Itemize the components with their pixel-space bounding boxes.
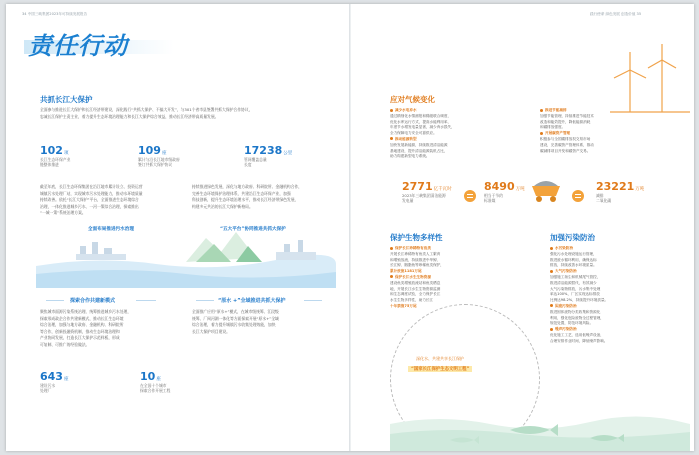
para-line: 利用，强化危险废物全过程管理， (550, 315, 604, 320)
para-line: 规范处置，防范环境风险。 (550, 321, 594, 326)
para-line: 年度节水增发电量显著，减少弃水损失， (390, 125, 455, 130)
bullet-icon (390, 137, 393, 140)
bullet-icon (540, 109, 543, 112)
bullet-icon (390, 247, 393, 250)
para-line: 排放，持续改善水环境质量。 (550, 263, 597, 268)
subsection-text-raw-water (192, 309, 332, 335)
stat-label: 相当于节约 (484, 193, 503, 198)
wind-turbine-icon (610, 44, 690, 114)
divider (304, 300, 322, 301)
section-title-biodiversity: 保护生物多样性 (390, 233, 443, 242)
page-title: 责任行动 (28, 32, 128, 60)
para-line: 持续推进绿色发展，深化与地方政府、科研院所、金融机构合作， (192, 184, 303, 189)
bullet-icon (550, 270, 553, 273)
intro-line: 忠诚长江保护主责主业，着力提升生态环境治理能力和长江大保护综合效益，推动长江经济带高质量发展。 (40, 113, 219, 119)
river-landscape-illustration (36, 218, 336, 288)
stat-label: 2023年三峡集团清洁能源 (402, 193, 446, 198)
bullet-icon (550, 247, 553, 250)
stat-label: 探索合作开展工程 (140, 388, 171, 393)
para-line: 强化污水处理设施运行管理， (550, 251, 597, 256)
stat-clean-energy-generation (402, 180, 452, 203)
divider (46, 300, 64, 301)
para-line: 推进废水循环利用，确保达标 (550, 257, 597, 262)
bullet-icon (540, 132, 543, 135)
subsection-title-cooperation: 探索合作共建新模式 (70, 298, 116, 304)
para-line: 推进固体废物分类收集和资源化 (550, 309, 601, 314)
para-line: 率达100%，厂区实现达标排放 (550, 292, 600, 297)
stat-label: 签订共抓大保护协议 (138, 162, 173, 167)
stat-value: 109 (138, 144, 161, 157)
report-spread (6, 4, 694, 451)
banner-five-platforms: “五大平台”协同推进共抓大保护 (220, 227, 286, 232)
stat-value: 17238 (244, 144, 283, 157)
bio-note-line: 深化水、共建共享长江保护 (416, 356, 464, 361)
bio-item: 保护长江水生生物资源 (390, 275, 540, 281)
right-page (350, 4, 694, 451)
fish-water-illustration (390, 394, 690, 451)
para-line: 长江鲟、胭脂鱼等珍稀鱼类保护， (390, 263, 444, 268)
climate-item: 推进节能减排 (540, 108, 670, 114)
para-line: 加快发展新能源，持续推进清洁能源 (390, 142, 448, 147)
bio-note-highlight: “国家长江保护生态文明工程” (408, 366, 472, 372)
stat-label: 二氧化碳 (596, 198, 612, 203)
stat-unit: 万吨 (515, 187, 525, 192)
para-line: 完善生态环境保护治理体系，共建沿江生态环保产业，加强 (192, 190, 291, 196)
stat-unit: 座 (161, 151, 167, 156)
stat-unit: 万吨 (635, 187, 645, 192)
river-paragraph-left (40, 184, 178, 217)
para-line: 加强节能管理，持续推进节能技术 (540, 113, 594, 118)
para-line: 合理安排作业时间，降低噪声影响。 (550, 338, 608, 343)
para-line: 建设，完善碳资产管理体系，推动 (540, 142, 594, 147)
stat-value: 643 (40, 370, 63, 383)
para-line: 比例达98.2%，持续提升环境质量。 (550, 298, 609, 303)
stat-label: 在全国十个城市 (140, 383, 167, 388)
para-line: 综合治理，加强与地方政府、金融机构、科研院所 (40, 322, 124, 328)
para-line: 大气污染物排放，污水集中处理 (550, 286, 601, 291)
climate-item: 减少水电弃水 (390, 108, 530, 114)
para-line: 综合治理，着力提升城镇污水收集处理效能，加快 (192, 322, 276, 328)
climate-item: 推动能源转型 (390, 137, 530, 143)
para-line: 优化水库运行方式，提高水能利用率， (390, 119, 452, 124)
stat-label: 管网覆盖总量 (244, 157, 267, 162)
para-line: 全力保障电力安全可靠供应。 (390, 131, 437, 136)
para-line: 积极参与全国碳排放权交易市场 (540, 136, 591, 141)
para-line: 产业协同发展，打造长江大保护示范样板，形成 (40, 335, 120, 341)
section-title-climate: 应对气候变化 (390, 95, 435, 104)
para-line: 和碳排放强度。 (540, 125, 566, 130)
stat-unit: 公里 (283, 151, 293, 156)
para-line: 地，开展长江水生生物资源监测 (390, 286, 441, 291)
stat-co2-reduced (596, 180, 644, 203)
section-intro (40, 107, 330, 120)
para-line: 城镇污水处理厂站，实现城市污水处理能力，推动水环境质量 (40, 190, 143, 196)
coal-cart-icon (528, 176, 564, 204)
stat-cities (140, 370, 170, 393)
stat-value: 10 (140, 370, 156, 383)
para-line: “一城一策”系统治理方案。 (40, 210, 86, 216)
para-line: 建设鱼类增殖放流站和鱼类栖息 (390, 280, 441, 285)
divider (136, 300, 156, 301)
subsection-text-cooperation (40, 309, 178, 349)
stat-unit: 座 (156, 377, 161, 382)
para-line: 和生态调度试验，全力保护长江 (390, 292, 441, 297)
stat-label: 减排 (596, 193, 604, 198)
subsection-title-raw-water: “原水 +”全域推进共抓大保护 (218, 298, 286, 304)
bullet-icon (550, 328, 553, 331)
bullet-icon (390, 275, 393, 278)
para-line: 优化施工工艺，选用低噪声设备， (550, 332, 604, 337)
stat-value: 2771 (402, 180, 433, 193)
para-line: 统筹、厂网河湖一体化等方面探索开展“原水+”全域 (192, 315, 279, 321)
section-title-pollution: 加强污染防治 (550, 233, 595, 242)
stat-label: 标准煤 (484, 198, 496, 203)
para-line: 长江大保护项目建设。 (192, 328, 230, 334)
equals-icon (572, 190, 584, 202)
stat-label: 发电量 (402, 198, 414, 203)
stat-label: 链整体推进 (40, 162, 59, 167)
stat-label: 长度 (244, 162, 252, 167)
climate-item: 开展碳资产管理 (540, 131, 670, 137)
bio-item: 保护长江珍稀特有鱼类 (390, 246, 540, 252)
para-line: 加强施工扬尘和机械尾气管控， (550, 274, 601, 279)
left-running-header: 34 中国三峡集团2023年可持续发展报告 (22, 12, 88, 16)
stat-unit: 亿千瓦时 (433, 187, 452, 192)
para-line: 和增殖放流，持续推进中华鲟、 (390, 257, 441, 262)
bullet-icon (390, 109, 393, 112)
para-line: 探索形成政企合作共建新模式，推动长江生态环境 (40, 315, 124, 321)
climate-right-items (540, 108, 670, 154)
pollution-item: 水污染防治 (550, 246, 680, 252)
pollution-items (550, 246, 680, 345)
para-line: 通过精细化水情测报和梯级联合调度， (390, 113, 452, 118)
para-line: 截至年底，长江生态环保集团在沿江地市累计设立、投资运营 (40, 184, 143, 189)
para-line: 改造和能效提升，降低能源消耗 (540, 119, 591, 124)
bullet-icon (550, 304, 553, 307)
para-line: 水生生物多样性，助力长江 (390, 298, 434, 303)
bio-highlight: 累计放流1181万尾 (390, 269, 422, 274)
river-paragraph-right (192, 184, 332, 210)
stat-unit: 座 (63, 377, 69, 382)
para-line: 开展长江珍稀特有鱼类人工繁育 (390, 251, 441, 256)
para-line: 治理，一体化推进城乡污水、一河一策综合治理，探索推出 (40, 203, 139, 209)
divider (196, 300, 214, 301)
left-page (6, 4, 350, 451)
banner-sewage-layout: 全面布局推进污水治理 (88, 227, 134, 232)
pollution-item: 大气污染防治 (550, 269, 680, 275)
para-line: 全面推广应用“原水+”模式，在城市级统筹、江段级 (192, 309, 279, 314)
stat-unit: 项 (63, 151, 69, 156)
stat-label: 长江生态环保产业 (40, 157, 71, 162)
para-line: 推进清洁能源替代，有效减少 (550, 280, 597, 285)
stat-cooperation-agreements (138, 144, 180, 167)
pollution-item: 固废污染防治 (550, 304, 680, 310)
para-line: 碳减排项目开发和碳资产交易。 (540, 148, 591, 153)
para-line: 持续改善。依托“长江大保护”平台，全面推进生态环境综合 (40, 197, 139, 203)
stat-label: 累计与沿长江地市级政府 (138, 157, 180, 162)
stat-value: 8490 (484, 180, 515, 193)
para-line: 科技创新，提升生态环境治理水平，推动长江经济带绿色发展， (192, 197, 299, 203)
stat-coal-saved (484, 180, 525, 203)
intro-line: 全面参与推进长江大保护和长江经济带建设，深化践行“共抓大保护、不搞大开发”，与301个省市县签署共抓大保护合作协议， (40, 107, 253, 112)
stat-ecology-projects (40, 144, 70, 167)
para-line: 构建多元共治的长江大保护新格局。 (192, 203, 253, 209)
stat-pipe-network (244, 144, 292, 167)
stat-sewage-plants (40, 370, 68, 393)
page-title-block (24, 26, 174, 60)
section-title-river: 共抓长江大保护 (40, 95, 93, 104)
para-line: 基地建设，提升清洁能源装机占比， (390, 148, 448, 153)
bio-highlight: 十年禁渔75万尾 (390, 303, 417, 308)
equals-icon (464, 190, 476, 202)
climate-left-items (390, 108, 530, 160)
para-line: 可复制、可推广的经验做法。 (40, 341, 90, 347)
right-running-header: 践行使命 绿色发展 创造价值 35 (590, 12, 642, 16)
para-line: 聚焦城市面源污染系统治理、统筹推进城乡污水处理， (40, 309, 132, 314)
para-line: 助力构建新型电力系统。 (390, 154, 430, 159)
stat-label: 建设污水 (40, 383, 56, 388)
stat-value: 102 (40, 144, 63, 157)
stat-label: 处理厂 (40, 388, 52, 393)
stat-value: 23221 (596, 180, 635, 193)
biodiversity-items (390, 246, 540, 310)
pollution-item: 噪声污染防治 (550, 327, 680, 333)
para-line: 等合作，创新投融资机制，推动生态环境治理和 (40, 328, 120, 334)
